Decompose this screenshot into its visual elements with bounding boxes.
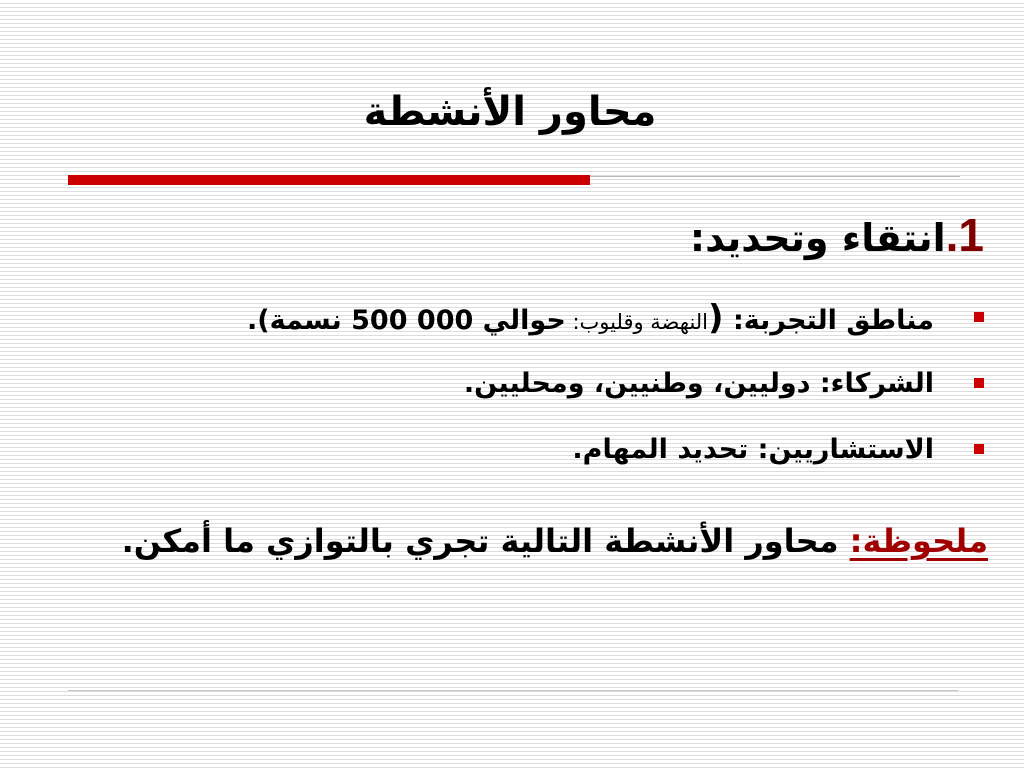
note-text: محاور الأنشطة التالية تجري بالتوازي ما أمكن. <box>121 522 850 560</box>
title-underline-gray <box>590 176 960 177</box>
bullet-label: مناطق التجربة: <box>723 305 934 336</box>
bullet-detail: النهضة وقليوب: <box>565 310 709 334</box>
section-heading-text: انتقاء وتحديد: <box>689 216 946 260</box>
bullet-list <box>54 293 934 491</box>
open-paren: ( <box>708 298 724 338</box>
bullet-rest: حوالي 000 500 نسمة). <box>247 305 566 336</box>
slide-title: محاور الأنشطة <box>363 89 657 135</box>
bullet-label: الشركاء: دوليين، وطنيين، ومحليين. <box>463 368 934 399</box>
section-number: 1. <box>945 209 984 261</box>
square-bullet-icon <box>974 444 984 454</box>
title-underline-red <box>68 175 590 185</box>
note <box>122 506 988 576</box>
square-bullet-icon <box>974 312 984 322</box>
bullet-item-consultants <box>54 425 934 491</box>
square-bullet-icon <box>974 378 984 388</box>
note-label: ملحوظة: <box>849 522 988 560</box>
bullet-item-partners <box>54 359 934 425</box>
footer-divider <box>68 690 958 691</box>
bullet-item-experiment-areas <box>54 293 934 359</box>
section-heading <box>690 202 984 271</box>
bullet-label: الاستشاريين: تحديد المهام. <box>572 434 934 465</box>
